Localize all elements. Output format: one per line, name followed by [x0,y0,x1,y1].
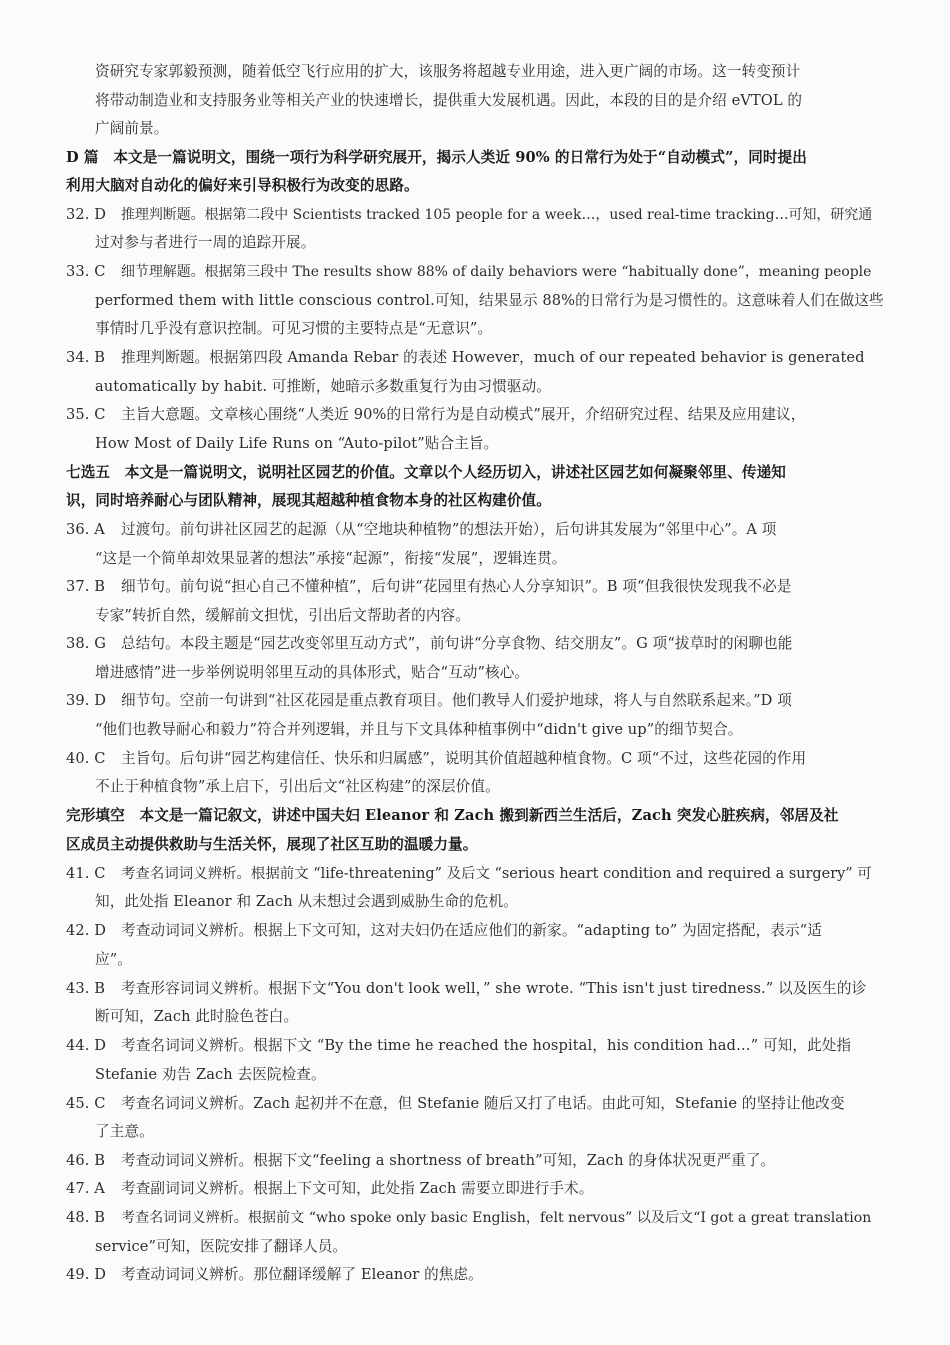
answer-number: 34. B [66,349,106,366]
answer-number: 46. B [66,1152,106,1169]
answer-line: 专家”转折自然，缓解前文担忧，引出后文帮助者的内容。 [95,607,470,624]
answer-line: 细节句。前句说“担心自己不懂种植”，后句讲“花园里有热心人分享知识”。B 项“但我很快发现我不必是 [121,578,792,595]
answer-line: 过对参与者进行一周的追踪开展。 [95,234,316,251]
answer-number: 38. G [66,635,107,652]
answer-line: 细节理解题。根据第三段中 The results show 88% of daily behaviors were “habitually done”，meaning people [121,264,872,280]
answer-line: 事情时几乎没有意识控制。可见习惯的主要特点是“无意识”。 [95,320,493,337]
answer-line: 考查副词词义辨析。根据上下文可知，此处指 Zach 需要立即进行手术。 [121,1180,594,1197]
answer-line: 不止于种植食物”承上启下，引出后文“社区构建”的深层价值。 [95,778,500,795]
answer-line: 考查名词词义辨析。根据下文 “By the time he reached the hospital，his condition had…” 可知，此处指 [121,1037,852,1054]
answer-line: “他们也教导耐心和毅力”符合并列逻辑，并且与下文具体种植事例中“didn't give up”的细节契合。 [95,721,743,738]
answer-number: 49. D [66,1266,107,1283]
answer-line: 考查形容词词义辨析。根据下文“You don't look well，” she wrote. “This isn't just tiredness.” 以及医生的诊 [121,980,867,997]
answer-line: 主旨大意题。文章核心围绕“人类近 90%的日常行为是自动模式”展开，介绍研究过程、结果及应用建议， [121,406,806,423]
section-seven-header-line-2: 识，同时培养耐心与团队精神，展现其超越种植食物本身的社区构建价值。 [66,492,551,509]
answer-line: 过渡句。前句讲社区园艺的起源（从“空地块种植物”的想法开始），后句讲其发展为“邻里中心”。A 项 [121,521,777,538]
answer-line: 增进感情”进一步举例说明邻里互动的具体形式，贴合“互动”核心。 [95,664,530,681]
answer-line: performed them with little conscious control.可知，结果显示 88%的日常行为是习惯性的。这意味着人们在做这些 [95,292,884,309]
answer-line: automatically by habit. 可推断，她暗示多数重复行为由习惯驱动。 [95,378,551,395]
answer-number: 41. C [66,865,106,882]
section-seven-header-line-1: 七选五 本文是一篇说明文，说明社区园艺的价值。文章以个人经历切入，讲述社区园艺如何凝聚邻里、传递知 [66,464,786,481]
answer-line: 考查名词词义辨析。根据前文 “who spoke only basic English，felt nervous” 以及后文“I got a great translation [121,1210,872,1226]
answer-number: 35. C [66,406,106,423]
answer-line: 断可知，Zach 此时脸色苍白。 [95,1008,299,1025]
answer-line: 考查名词词义辨析。根据前文 “life-threatening” 及后文 “serious heart condition and required a surgery” 可 [121,866,872,882]
answer-number: 36. A [66,521,105,538]
answer-line: 细节句。空前一句讲到“社区花园是重点教育项目。他们教导人们爱护地球，将人与自然联系起来。”D 项 [121,692,792,709]
intro-line-3: 广阔前景。 [95,120,169,137]
answer-line: “这是一个简单却效果显著的想法”承接“起源”，衔接“发展”，逻辑连贯。 [95,550,567,567]
answer-line: 推理判断题。根据第四段 Amanda Rebar 的表述 However，much of our repeated behavior is generated [121,349,865,366]
answer-line: 主旨句。后句讲“园艺构建信任、快乐和归属感”，说明其价值超越种植食物。C 项“不过，这些花园的作用 [121,750,807,767]
answer-line: 了主意。 [95,1123,154,1140]
answer-number: 45. C [66,1095,106,1112]
intro-line-1: 资研究专家郭毅预测，随着低空飞行应用的扩大，该服务将超越专业用途，进入更广阔的市场。这一转变预计 [95,63,801,80]
answer-number: 47. A [66,1180,105,1197]
answer-line: 考查动词词义辨析。根据下文“feeling a shortness of breath”可知，Zach 的身体状况更严重了。 [121,1152,776,1169]
answer-line: 应”。 [95,951,132,968]
answer-line: 推理判断题。根据第二段中 Scientists tracked 105 people for a week…，used real-time tracking…可知，研究通 [121,207,873,223]
answer-number: 43. B [66,980,106,997]
intro-line-2: 将带动制造业和支持服务业等相关产业的快速增长，提供重大发展机遇。因此，本段的目的是介绍 eVTOL 的 [95,92,803,109]
answer-number: 42. D [66,922,107,939]
answer-number: 33. C [66,263,106,280]
section-d-header-line-2: 利用大脑对自动化的偏好来引导积极行为改变的思路。 [66,177,419,194]
answer-number: 32. D [66,206,107,223]
answer-line: service”可知，医院安排了翻译人员。 [95,1238,348,1255]
answer-number: 44. D [66,1037,107,1054]
answer-line: 知，此处指 Eleanor 和 Zach 从未想过会遇到威胁生命的危机。 [95,893,518,910]
answer-line: 总结句。本段主题是“园艺改变邻里互动方式”，前句讲“分享食物、结交朋友”。G 项“拔草时的闲聊也能 [121,635,793,652]
section-cloze-header-line-2: 区成员主动提供救助与生活关怀，展现了社区互助的温暖力量。 [66,836,478,853]
answer-line: 考查动词词义辨析。那位翻译缓解了 Eleanor 的焦虑。 [121,1266,483,1283]
answer-line: Stefanie 劝告 Zach 去医院检查。 [95,1066,326,1083]
answer-number: 48. B [66,1209,106,1226]
answer-line: 考查名词词义辨析。Zach 起初并不在意，但 Stefanie 随后又打了电话。由此可知，Stefanie 的坚持让他改变 [121,1095,845,1112]
answer-number: 37. B [66,578,106,595]
answer-line: How Most of Daily Life Runs on “Auto-pilot”贴合主旨。 [95,435,499,452]
answer-number: 40. C [66,750,106,767]
answer-line: 考查动词词义辨析。根据上下文可知，这对夫妇仍在适应他们的新家。“adapting to” 为固定搭配，表示“适 [121,922,822,939]
answer-number: 39. D [66,692,107,709]
section-d-header-line-1: D 篇 本文是一篇说明文，围绕一项行为科学研究展开，揭示人类近 90% 的日常行为处于“自动模式”，同时提出 [66,149,807,166]
section-cloze-header-line-1: 完形填空 本文是一篇记叙文，讲述中国夫妇 Eleanor 和 Zach 搬到新西兰生活后，Zach 突发心脏疾病，邻居及社 [66,807,839,824]
